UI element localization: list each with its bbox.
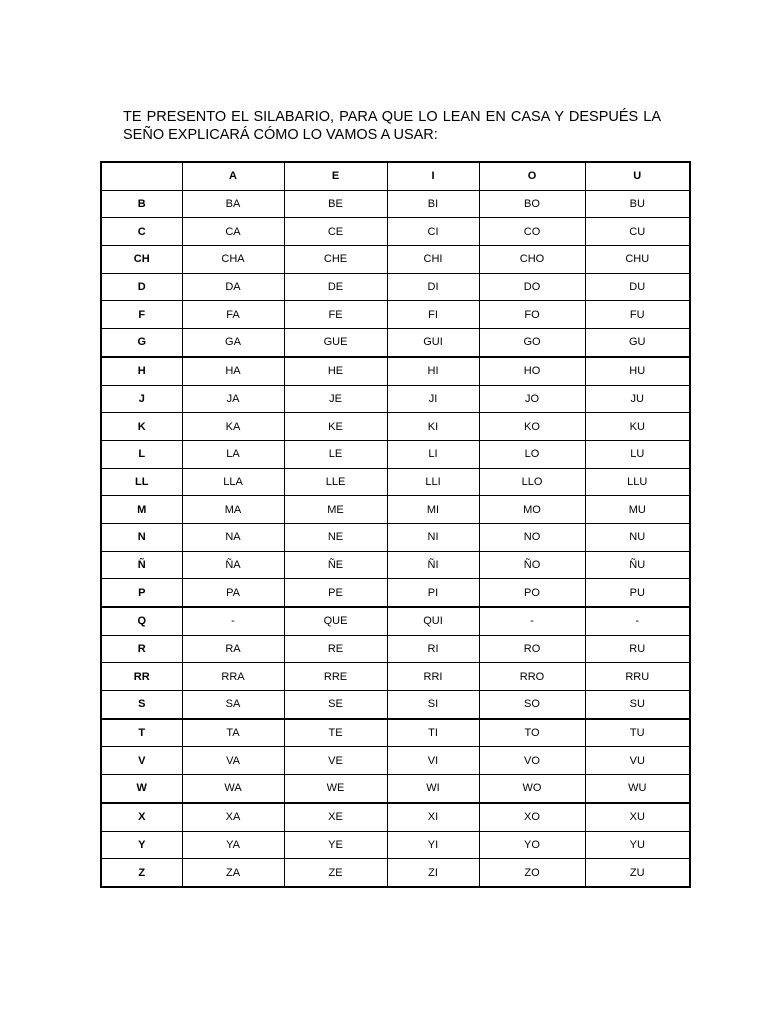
syllable-cell: RU xyxy=(585,635,690,663)
syllable-cell: CHA xyxy=(182,246,284,274)
syllable-cell: RRE xyxy=(284,663,387,691)
table-row xyxy=(101,385,690,413)
consonant-cell: V xyxy=(101,747,182,775)
consonant-cell: S xyxy=(101,691,182,719)
table-row xyxy=(101,468,690,496)
syllable-cell: NA xyxy=(182,523,284,551)
consonant-cell: J xyxy=(101,385,182,413)
syllable-cell: PO xyxy=(479,579,585,607)
syllable-cell: PI xyxy=(387,579,479,607)
consonant-cell: Q xyxy=(101,607,182,635)
syllable-cell: ZI xyxy=(387,859,479,887)
syllable-cell: VO xyxy=(479,747,585,775)
syllable-cell: BO xyxy=(479,190,585,218)
syllable-cell: ME xyxy=(284,496,387,524)
syllable-cell: YU xyxy=(585,831,690,859)
syllable-cell: NI xyxy=(387,523,479,551)
syllable-cell: XU xyxy=(585,803,690,831)
consonant-cell: B xyxy=(101,190,182,218)
syllable-cell: ÑU xyxy=(585,551,690,579)
consonant-cell: CH xyxy=(101,246,182,274)
consonant-cell: R xyxy=(101,635,182,663)
syllable-cell: RO xyxy=(479,635,585,663)
syllable-cell: LE xyxy=(284,440,387,468)
syllable-cell: YO xyxy=(479,831,585,859)
syllable-cell: GU xyxy=(585,329,690,357)
syllable-cell: QUI xyxy=(387,607,479,635)
syllable-cell: MA xyxy=(182,496,284,524)
syllable-cell: LLE xyxy=(284,468,387,496)
syllable-cell: FE xyxy=(284,301,387,329)
syllable-cell: TU xyxy=(585,719,690,747)
syllable-cell: LI xyxy=(387,440,479,468)
syllable-cell: FA xyxy=(182,301,284,329)
syllable-cell: LLA xyxy=(182,468,284,496)
syllable-cell: CHU xyxy=(585,246,690,274)
table-row xyxy=(101,496,690,524)
table-row xyxy=(101,803,690,831)
table-row xyxy=(101,551,690,579)
consonant-cell: K xyxy=(101,413,182,441)
syllable-cell: GO xyxy=(479,329,585,357)
syllable-cell: JO xyxy=(479,385,585,413)
syllable-cell: NO xyxy=(479,523,585,551)
syllable-cell: PE xyxy=(284,579,387,607)
syllable-cell: BI xyxy=(387,190,479,218)
syllable-cell: ÑO xyxy=(479,551,585,579)
consonant-cell: Z xyxy=(101,859,182,887)
syllable-cell: HU xyxy=(585,357,690,385)
syllable-cell: TI xyxy=(387,719,479,747)
table-row xyxy=(101,440,690,468)
table-row xyxy=(101,719,690,747)
consonant-cell: H xyxy=(101,357,182,385)
syllable-cell: SA xyxy=(182,691,284,719)
syllable-cell: MO xyxy=(479,496,585,524)
syllable-cell: KI xyxy=(387,413,479,441)
syllable-cell: - xyxy=(182,607,284,635)
table-row xyxy=(101,329,690,357)
vowel-header-cell: U xyxy=(585,162,690,190)
syllable-cell: BU xyxy=(585,190,690,218)
syllable-cell: SI xyxy=(387,691,479,719)
syllable-cell: WO xyxy=(479,775,585,803)
table-row xyxy=(101,663,690,691)
syllable-cell: CO xyxy=(479,218,585,246)
vowel-header-cell: O xyxy=(479,162,585,190)
syllable-cell: SO xyxy=(479,691,585,719)
consonant-cell: G xyxy=(101,329,182,357)
consonant-cell: L xyxy=(101,440,182,468)
syllable-cell: GUI xyxy=(387,329,479,357)
syllable-cell: - xyxy=(585,607,690,635)
syllable-cell: WE xyxy=(284,775,387,803)
table-row xyxy=(101,301,690,329)
syllable-cell: HI xyxy=(387,357,479,385)
syllable-cell: RRU xyxy=(585,663,690,691)
syllable-cell: - xyxy=(479,607,585,635)
table-row xyxy=(101,413,690,441)
consonant-cell: RR xyxy=(101,663,182,691)
syllable-cell: WA xyxy=(182,775,284,803)
table-row xyxy=(101,246,690,274)
consonant-cell: W xyxy=(101,775,182,803)
vowel-header-cell: E xyxy=(284,162,387,190)
syllable-cell: LLU xyxy=(585,468,690,496)
syllable-cell: ZA xyxy=(182,859,284,887)
syllable-cell: NU xyxy=(585,523,690,551)
table-row xyxy=(101,831,690,859)
consonant-cell: D xyxy=(101,273,182,301)
syllable-cell: WU xyxy=(585,775,690,803)
syllable-cell: SE xyxy=(284,691,387,719)
table-row xyxy=(101,218,690,246)
consonant-cell: Y xyxy=(101,831,182,859)
consonant-cell: N xyxy=(101,523,182,551)
consonant-cell: LL xyxy=(101,468,182,496)
syllable-cell: KA xyxy=(182,413,284,441)
syllable-cell: XE xyxy=(284,803,387,831)
syllable-cell: PU xyxy=(585,579,690,607)
syllable-cell: LA xyxy=(182,440,284,468)
syllable-cell: KE xyxy=(284,413,387,441)
syllable-cell: LLI xyxy=(387,468,479,496)
syllable-cell: RE xyxy=(284,635,387,663)
syllable-cell: CHO xyxy=(479,246,585,274)
consonant-cell: X xyxy=(101,803,182,831)
syllable-cell: KO xyxy=(479,413,585,441)
syllable-cell: ÑE xyxy=(284,551,387,579)
syllable-cell: LU xyxy=(585,440,690,468)
syllable-cell: FI xyxy=(387,301,479,329)
syllable-cell: GA xyxy=(182,329,284,357)
syllable-cell: GUE xyxy=(284,329,387,357)
table-header-row xyxy=(101,162,690,190)
syllable-cell: WI xyxy=(387,775,479,803)
syllable-cell: CHI xyxy=(387,246,479,274)
vowel-header-cell: I xyxy=(387,162,479,190)
syllable-cell: LLO xyxy=(479,468,585,496)
table-row xyxy=(101,607,690,635)
syllable-cell: FU xyxy=(585,301,690,329)
vowel-header-cell: A xyxy=(182,162,284,190)
syllable-cell: ZU xyxy=(585,859,690,887)
syllable-cell: CA xyxy=(182,218,284,246)
syllable-cell: SU xyxy=(585,691,690,719)
table-row xyxy=(101,747,690,775)
syllable-cell: RRI xyxy=(387,663,479,691)
syllable-cell: YE xyxy=(284,831,387,859)
syllable-cell: TO xyxy=(479,719,585,747)
table-row xyxy=(101,273,690,301)
table-row xyxy=(101,579,690,607)
syllable-cell: KU xyxy=(585,413,690,441)
syllable-cell: BE xyxy=(284,190,387,218)
syllable-table xyxy=(100,161,691,888)
consonant-cell: F xyxy=(101,301,182,329)
syllable-cell: RRO xyxy=(479,663,585,691)
syllable-cell: VU xyxy=(585,747,690,775)
consonant-cell: P xyxy=(101,579,182,607)
syllable-cell: DA xyxy=(182,273,284,301)
syllable-cell: DU xyxy=(585,273,690,301)
syllable-cell: DI xyxy=(387,273,479,301)
syllable-cell: CHE xyxy=(284,246,387,274)
table-row xyxy=(101,357,690,385)
syllable-cell: HE xyxy=(284,357,387,385)
syllable-cell: CU xyxy=(585,218,690,246)
table-row xyxy=(101,859,690,887)
syllable-cell: HA xyxy=(182,357,284,385)
syllable-cell: QUE xyxy=(284,607,387,635)
table-row xyxy=(101,635,690,663)
syllable-cell: XA xyxy=(182,803,284,831)
syllable-cell: JE xyxy=(284,385,387,413)
syllable-cell: HO xyxy=(479,357,585,385)
syllable-cell: NE xyxy=(284,523,387,551)
header-corner-cell xyxy=(101,162,182,190)
syllable-cell: JU xyxy=(585,385,690,413)
table-row xyxy=(101,691,690,719)
syllable-cell: RRA xyxy=(182,663,284,691)
syllable-cell: MU xyxy=(585,496,690,524)
syllable-cell: CE xyxy=(284,218,387,246)
syllable-cell: LO xyxy=(479,440,585,468)
table-row xyxy=(101,523,690,551)
syllable-cell: YI xyxy=(387,831,479,859)
consonant-cell: M xyxy=(101,496,182,524)
syllable-cell: XI xyxy=(387,803,479,831)
syllable-cell: TE xyxy=(284,719,387,747)
syllable-cell: ÑI xyxy=(387,551,479,579)
syllable-cell: MI xyxy=(387,496,479,524)
syllable-cell: VA xyxy=(182,747,284,775)
syllable-cell: RI xyxy=(387,635,479,663)
table-row xyxy=(101,775,690,803)
syllable-cell: DE xyxy=(284,273,387,301)
syllable-cell: XO xyxy=(479,803,585,831)
syllable-cell: VE xyxy=(284,747,387,775)
syllable-cell: CI xyxy=(387,218,479,246)
syllable-cell: ZO xyxy=(479,859,585,887)
consonant-cell: T xyxy=(101,719,182,747)
syllable-cell: YA xyxy=(182,831,284,859)
syllable-cell: ZE xyxy=(284,859,387,887)
consonant-cell: Ñ xyxy=(101,551,182,579)
syllable-cell: DO xyxy=(479,273,585,301)
syllable-cell: BA xyxy=(182,190,284,218)
intro-text: TE PRESENTO EL SILABARIO, PARA QUE LO LEAN EN CASA Y DESPUÉS LA SEÑO EXPLICARÁ CÓMO LO VAMOS A USAR: xyxy=(123,109,661,143)
table-row xyxy=(101,190,690,218)
syllable-cell: ÑA xyxy=(182,551,284,579)
syllable-cell: FO xyxy=(479,301,585,329)
syllable-cell: JA xyxy=(182,385,284,413)
syllable-cell: TA xyxy=(182,719,284,747)
syllable-cell: JI xyxy=(387,385,479,413)
consonant-cell: C xyxy=(101,218,182,246)
syllable-cell: RA xyxy=(182,635,284,663)
syllable-cell: PA xyxy=(182,579,284,607)
syllable-cell: VI xyxy=(387,747,479,775)
